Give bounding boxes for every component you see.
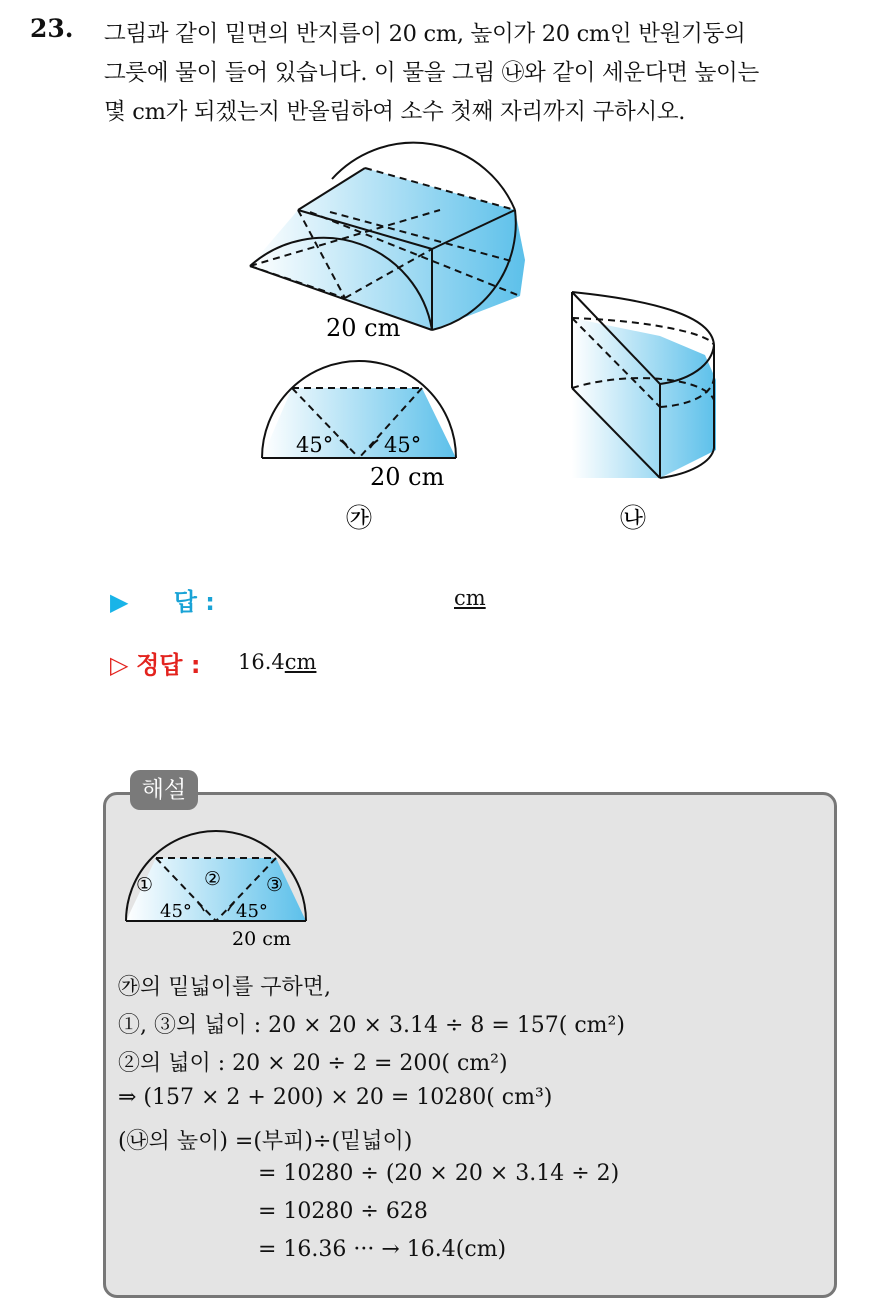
caption-ga: ㉮ [346,504,373,534]
solution-figure [118,825,318,955]
standing-half-cylinder [572,292,716,478]
solution-line-1: ㉮의 밑넓이를 구하면, [118,975,331,1000]
solution-line-8: = 16.36 ··· → 16.4(cm) [258,1237,507,1262]
solution-line-7: = 10280 ÷ 628 [258,1199,428,1224]
correct-row [110,645,200,680]
question-number: 23. [30,14,74,43]
solution-region-1: ① [136,874,154,896]
solution-line-5: (㉯의 높이) =(부피)÷(밑넓이) [118,1129,413,1154]
question-line-2: 그릇에 물이 들어 있습니다. 이 물을 그림 ㉯와 같이 세운다면 높이는 [104,60,759,86]
answer-unit[interactable]: cm [454,586,486,610]
solution-line-4: ⇒ (157 × 2 + 200) × 20 = 10280( cm³) [118,1085,553,1110]
correct-value: 16.4 [238,650,285,674]
solution-region-3: ③ [266,874,284,896]
correct-unit: cm [284,650,317,674]
correct-value-group [238,650,316,674]
correct-triangle-icon: ▷ [110,651,129,679]
correct-label: 정답 : [136,651,201,679]
solution-line-3: ②의 넓이 : 20 × 20 ÷ 2 = 200( cm²) [118,1051,508,1076]
question-figure [0,0,884,560]
answer-label: 답 : [173,588,215,616]
solution-angle-right: 45° [236,901,268,922]
3d-length-label: 20 cm [326,314,401,342]
solution-tab: 해설 [130,770,198,810]
lying-half-cylinder [250,143,525,330]
angle-left-label: 45° [296,433,334,457]
question-line-3: 몇 cm가 되겠는지 반올림하여 소수 첫째 자리까지 구하시오. [104,99,686,125]
radius-label: 20 cm [370,463,445,491]
solution-region-2: ② [204,868,222,890]
solution-line-6: = 10280 ÷ (20 × 20 × 3.14 ÷ 2) [258,1161,620,1186]
answer-triangle-icon: ▶ [110,588,129,616]
semicircle-cross-section [262,361,456,458]
answer-row [110,582,215,617]
question-line-1: 그림과 같이 밑면의 반지름이 20 cm, 높이가 20 cm인 반원기둥의 [104,21,746,47]
solution-radius: 20 cm [232,928,291,950]
solution-line-2: ①, ③의 넓이 : 20 × 20 × 3.14 ÷ 8 = 157( cm²) [118,1013,625,1038]
caption-na: ㉯ [620,504,647,534]
solution-angle-left: 45° [160,901,192,922]
angle-right-label: 45° [384,433,422,457]
